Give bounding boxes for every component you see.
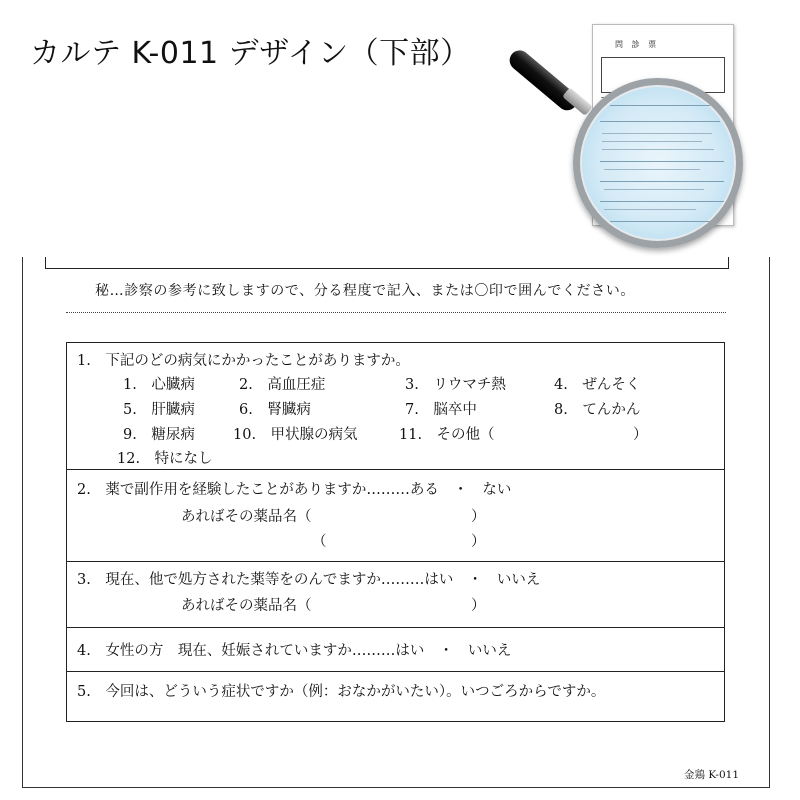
q1-option[interactable]: 4. ぜんそく [554,377,641,393]
questionnaire-table [66,342,725,722]
q1-option[interactable]: 5. 肝臓病 [123,402,195,418]
question-1-row [67,343,724,470]
question-4-row [67,628,724,672]
question-2-row [67,470,724,562]
q2-paren-close: ） [471,534,486,550]
question-2-text: 2. 薬で副作用を経験したことがありますか………ある ・ ない [77,482,512,498]
q3-paren-close: ） [471,598,486,614]
q1-option[interactable]: 12. 特になし [117,451,213,467]
q1-option[interactable]: 3. リウマチ熱 [405,377,506,393]
magnifier-handle-icon [506,46,582,114]
q1-option[interactable]: 7. 脳卒中 [405,402,477,418]
q1-option[interactable]: 2. 高血圧症 [239,377,326,393]
q1-option[interactable]: 1. 心臓病 [123,377,195,393]
question-1-text: 1. 下記のどの病気にかかったことがありますか。 [77,353,410,369]
q2-paren-open: （ [312,534,327,550]
question-3-row [67,562,724,628]
q1-option[interactable]: 9. 糖尿病 [123,427,195,443]
thumbnail-title: 問 診 票 [615,40,660,49]
question-5-row [67,672,724,720]
question-4-text: 4. 女性の方 現在、妊娠されていますか………はい ・ いいえ [77,643,512,659]
q1-option[interactable]: 10. 甲状腺の病気 [233,427,358,443]
q1-option-other[interactable]: 11. その他（ [399,427,495,443]
form-code: 金鶏 K-011 [684,769,740,781]
q1-option[interactable]: 6. 腎臓病 [239,402,311,418]
q2-paren-close: ） [471,509,486,525]
q1-other-paren-close: ） [633,427,648,443]
notice-text: 秘…診察の参考に致しますので、分る程度で記入、または〇印で囲んでください。 [95,283,635,299]
page-title: カルテ K-011 デザイン（下部） [30,36,471,71]
q3-drug-label: あればその薬品名（ [181,598,312,614]
q2-drug-label: あればその薬品名（ [181,509,312,525]
q1-option[interactable]: 8. てんかん [554,402,641,418]
question-3-text: 3. 現在、他で処方された薬等をのんでますか………はい ・ いいえ [77,572,541,588]
question-5-text: 5. 今回は、どういう症状ですか（例：おなかがいたい）。いつごろからですか。 [77,684,606,700]
header-box-bottom [45,257,729,269]
magnifier-lens-icon [573,78,743,248]
dotted-divider [66,312,726,313]
